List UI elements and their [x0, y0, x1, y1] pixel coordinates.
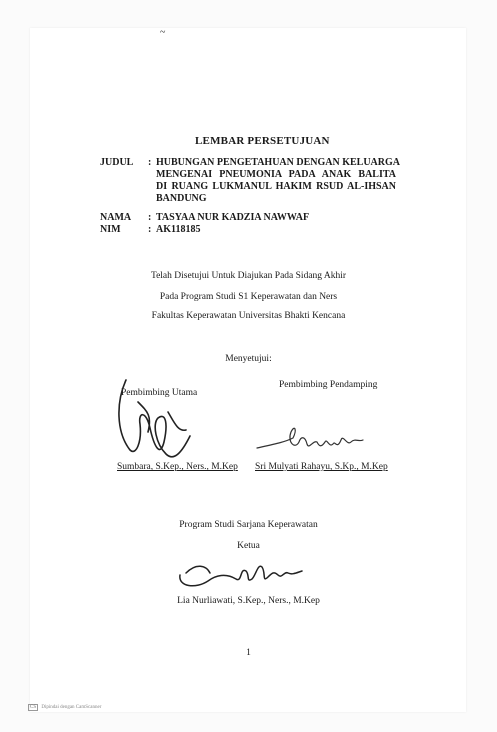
- judul-label: JUDUL: [100, 157, 134, 168]
- corner-mark: ~: [160, 27, 166, 38]
- nama-colon: :: [148, 212, 152, 223]
- scanner-footer-text: Dipindai dengan CamScanner: [41, 705, 102, 710]
- nim-label: NIM: [100, 224, 121, 235]
- nama-label: NAMA: [100, 212, 132, 223]
- prodi-label: Program Studi Sarjana Keperawatan: [179, 520, 318, 530]
- pembimbing-pendamping-label: Pembimbing Pendamping: [279, 380, 378, 390]
- judul-line-3: DI RUANG LUKMANUL HAKIM RSUD AL-IHSAN: [156, 181, 396, 192]
- judul-line-4: BANDUNG: [156, 193, 207, 204]
- pembimbing-utama-label: Pembimbing Utama: [121, 388, 198, 398]
- signature-pendamping: [255, 420, 365, 460]
- scanner-footer: [28, 704, 101, 711]
- nama-value: TASYAA NUR KADZIA NAWWAF: [156, 212, 310, 223]
- nim-value: AK118185: [156, 224, 201, 235]
- judul-line-2: MENGENAI PNEUMONIA PADA ANAK BALITA: [156, 169, 396, 180]
- nim-colon: :: [148, 224, 152, 235]
- document-page: [30, 28, 466, 712]
- camscanner-logo: CS: [30, 705, 37, 710]
- ketua-label: Ketua: [237, 541, 260, 551]
- page-number: 1: [246, 648, 251, 658]
- judul-colon: :: [148, 157, 152, 168]
- signature-utama: [108, 372, 198, 472]
- judul-line-1: HUBUNGAN PENGETAHUAN DENGAN KELUARGA: [156, 157, 400, 168]
- approval-line-1: Telah Disetujui Untuk Diajukan Pada Sidang Akhir: [150, 271, 347, 281]
- approval-line-2: Pada Program Studi S1 Keperawatan dan Ners: [159, 292, 338, 302]
- page-title: LEMBAR PERSETUJUAN: [195, 135, 330, 147]
- approval-line-3: Fakultas Keperawatan Universitas Bhakti Kencana: [151, 311, 346, 321]
- signature-ketua: [176, 553, 306, 593]
- pembimbing-utama-name: Sumbara, S.Kep., Ners., M.Kep: [117, 462, 238, 472]
- menyetujui-label: Menyetujui:: [225, 354, 272, 364]
- ketua-name: Lia Nurliawati, S.Kep., Ners., M.Kep: [177, 596, 320, 606]
- pembimbing-pendamping-name: Sri Mulyati Rahayu, S.Kp., M.Kep: [255, 462, 388, 472]
